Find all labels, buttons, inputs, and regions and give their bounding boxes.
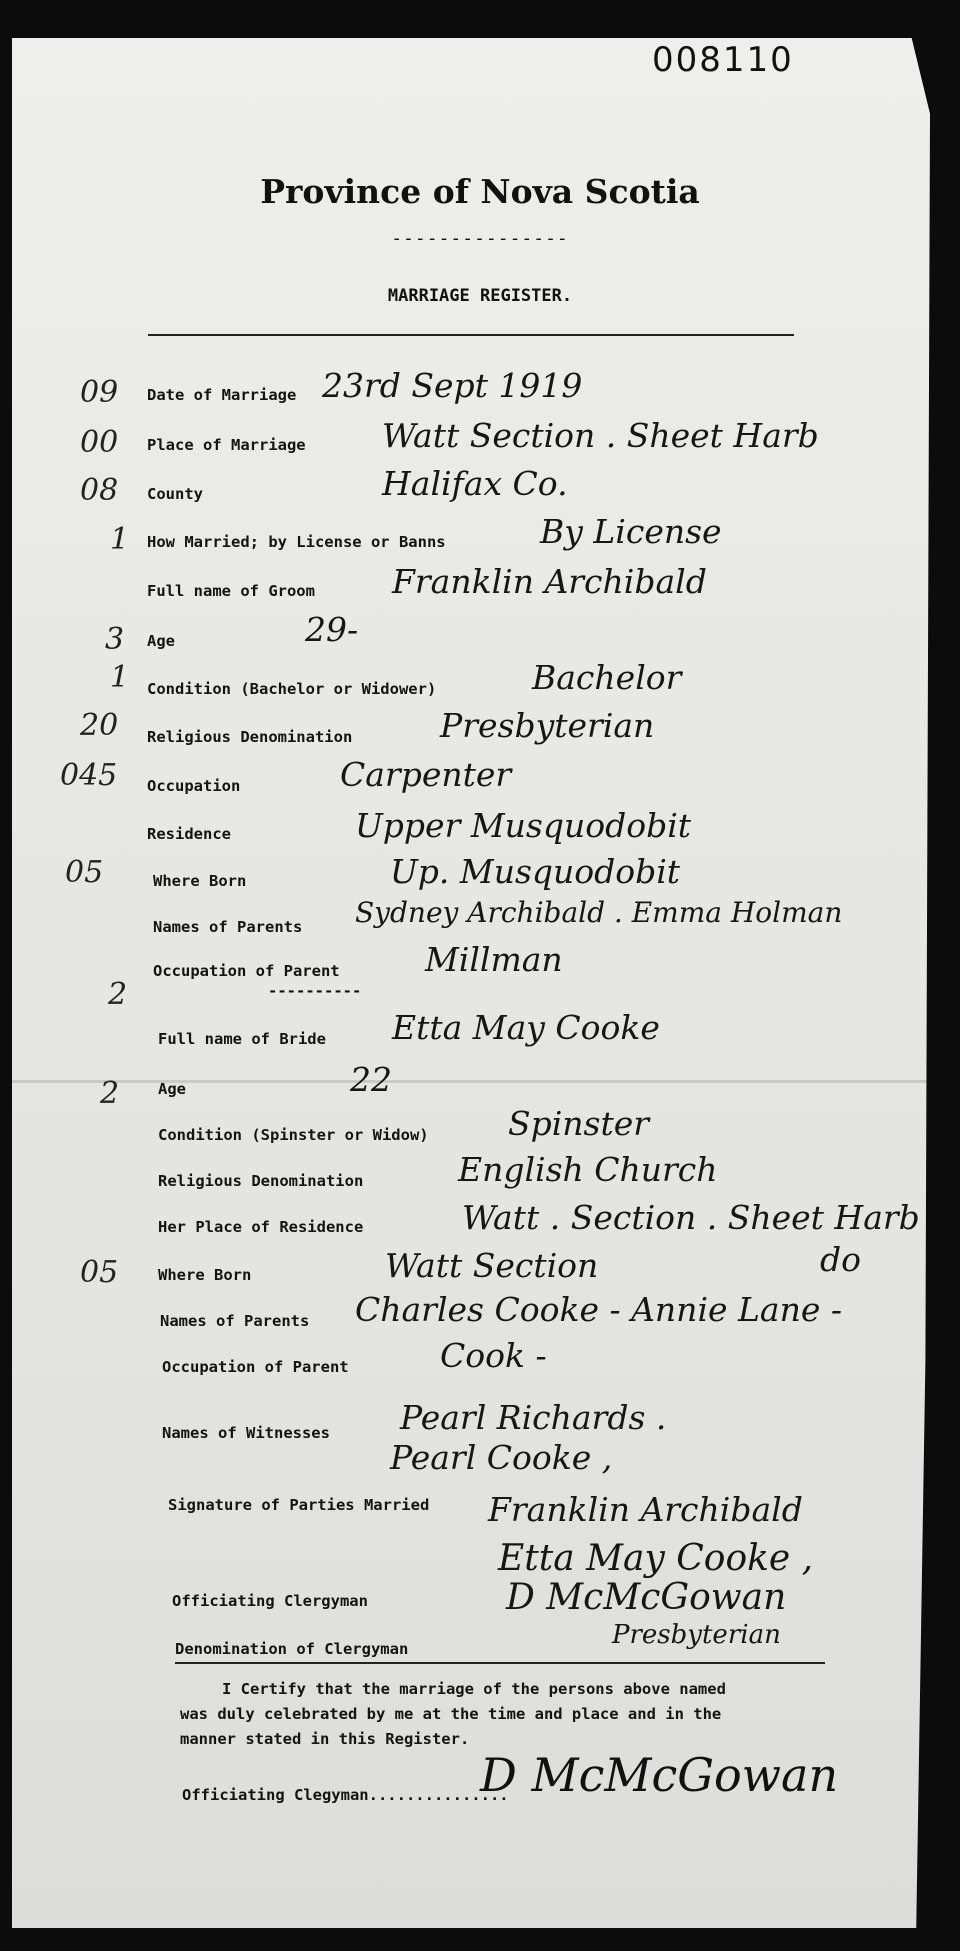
- section-separator: ----------: [268, 982, 362, 1000]
- label-groom-name: Full name of Groom: [147, 582, 315, 600]
- heading-rule: [148, 334, 794, 336]
- serial-number: 008110: [652, 40, 794, 80]
- value-groom-residence: Upper Musquodobit: [355, 806, 692, 845]
- value-bride-age: 22: [350, 1060, 392, 1099]
- value-groom-religion: Presbyterian: [440, 706, 655, 745]
- value-certifying-signature: D McMcGowan: [480, 1748, 839, 1802]
- code-bride-age: 2: [100, 1076, 120, 1111]
- label-place-of-marriage: Place of Marriage: [147, 436, 306, 454]
- value-groom-parent-occupation: Millman: [425, 940, 563, 979]
- label-bride-residence: Her Place of Residence: [158, 1218, 364, 1236]
- code-groom-age: 3: [105, 622, 125, 657]
- value-bride-birthplace-ditto: do: [820, 1240, 861, 1279]
- label-county: County: [147, 485, 203, 503]
- value-date-of-marriage: 23rd Sept 1919: [322, 366, 583, 405]
- label-clergyman: Officiating Clergyman: [172, 1592, 368, 1610]
- value-clergyman: D McMcGowan: [506, 1577, 787, 1618]
- label-groom-condition: Condition (Bachelor or Widower): [147, 680, 437, 698]
- code-date: 09: [80, 375, 119, 410]
- register-title: MARRIAGE REGISTER.: [387, 286, 573, 306]
- label-groom-age: Age: [147, 632, 175, 650]
- label-groom-religion: Religious Denomination: [147, 728, 353, 746]
- value-bride-residence: Watt . Section . Sheet Harb: [462, 1198, 920, 1237]
- code-bride-birthplace: 05: [80, 1255, 119, 1290]
- heading-dashes: ---------------: [391, 228, 569, 249]
- value-bride-birthplace: Watt Section: [385, 1246, 599, 1285]
- code-groom-condition: 1: [110, 660, 130, 695]
- label-groom-parent-occupation: Occupation of Parent: [153, 962, 340, 980]
- code-place: 00: [80, 425, 119, 460]
- code-county: 08: [80, 473, 119, 508]
- value-groom-name: Franklin Archibald: [392, 562, 707, 601]
- label-bride-name: Full name of Bride: [158, 1030, 326, 1048]
- value-witness-2: Pearl Cooke ,: [390, 1438, 613, 1477]
- value-bride-condition: Spinster: [508, 1104, 650, 1143]
- code-groom-parent-occupation: 2: [108, 977, 128, 1012]
- label-groom-residence: Residence: [147, 825, 231, 843]
- value-groom-occupation: Carpenter: [340, 755, 512, 794]
- code-groom-occupation: 045: [60, 758, 118, 793]
- label-groom-occupation: Occupation: [147, 777, 241, 795]
- label-groom-birthplace: Where Born: [153, 872, 247, 890]
- label-bride-religion: Religious Denomination: [158, 1172, 364, 1190]
- value-bride-parent-occupation: Cook -: [440, 1336, 547, 1375]
- label-groom-parents: Names of Parents: [153, 918, 303, 936]
- value-bride-name: Etta May Cooke: [392, 1008, 660, 1047]
- value-witness-1: Pearl Richards .: [400, 1398, 667, 1437]
- label-certifying-clergyman: Officiating Clegyman...............: [182, 1786, 509, 1804]
- label-bride-parent-occupation: Occupation of Parent: [162, 1358, 349, 1376]
- province-heading: Province of Nova Scotia: [260, 172, 700, 211]
- certification-block: [180, 1677, 726, 1752]
- paper-fold: [12, 1080, 930, 1083]
- value-signature-groom: Franklin Archibald: [488, 1490, 803, 1529]
- value-bride-parents: Charles Cooke - Annie Lane -: [355, 1290, 843, 1329]
- certification-line-2: was duly celebrated by me at the time and place and in the: [180, 1705, 722, 1723]
- label-bride-birthplace: Where Born: [158, 1266, 252, 1284]
- value-signature-bride: Etta May Cooke ,: [498, 1538, 814, 1579]
- value-bride-religion: English Church: [458, 1150, 718, 1189]
- label-date-of-marriage: Date of Marriage: [147, 386, 297, 404]
- value-place-of-marriage: Watt Section . Sheet Harb: [382, 416, 819, 455]
- label-bride-parents: Names of Parents: [160, 1312, 310, 1330]
- label-bride-condition: Condition (Spinster or Widow): [158, 1126, 429, 1144]
- label-signatures: Signature of Parties Married: [168, 1496, 430, 1514]
- code-groom-birthplace: 05: [65, 855, 104, 890]
- code-groom-religion: 20: [80, 708, 119, 743]
- label-how-married: How Married; by License or Banns: [147, 533, 446, 551]
- label-clergy-denomination: Denomination of Clergyman: [175, 1640, 409, 1658]
- code-how-married: 1: [110, 522, 130, 557]
- value-county: Halifax Co.: [382, 464, 568, 503]
- value-clergy-denomination: Presbyterian: [612, 1620, 781, 1650]
- value-groom-birthplace: Up. Musquodobit: [390, 852, 681, 891]
- label-witnesses: Names of Witnesses: [162, 1424, 330, 1442]
- value-groom-condition: Bachelor: [532, 658, 682, 697]
- certification-line-3: manner stated in this Register.: [180, 1730, 470, 1748]
- denomination-rule: [175, 1662, 825, 1664]
- value-how-married: By License: [540, 512, 722, 551]
- value-groom-parents: Sydney Archibald . Emma Holman: [355, 896, 843, 929]
- label-bride-age: Age: [158, 1080, 186, 1098]
- value-groom-age: 29-: [305, 610, 359, 649]
- register-sheet: [12, 38, 930, 1928]
- certification-line-1: I Certify that the marriage of the persons above named: [222, 1680, 726, 1698]
